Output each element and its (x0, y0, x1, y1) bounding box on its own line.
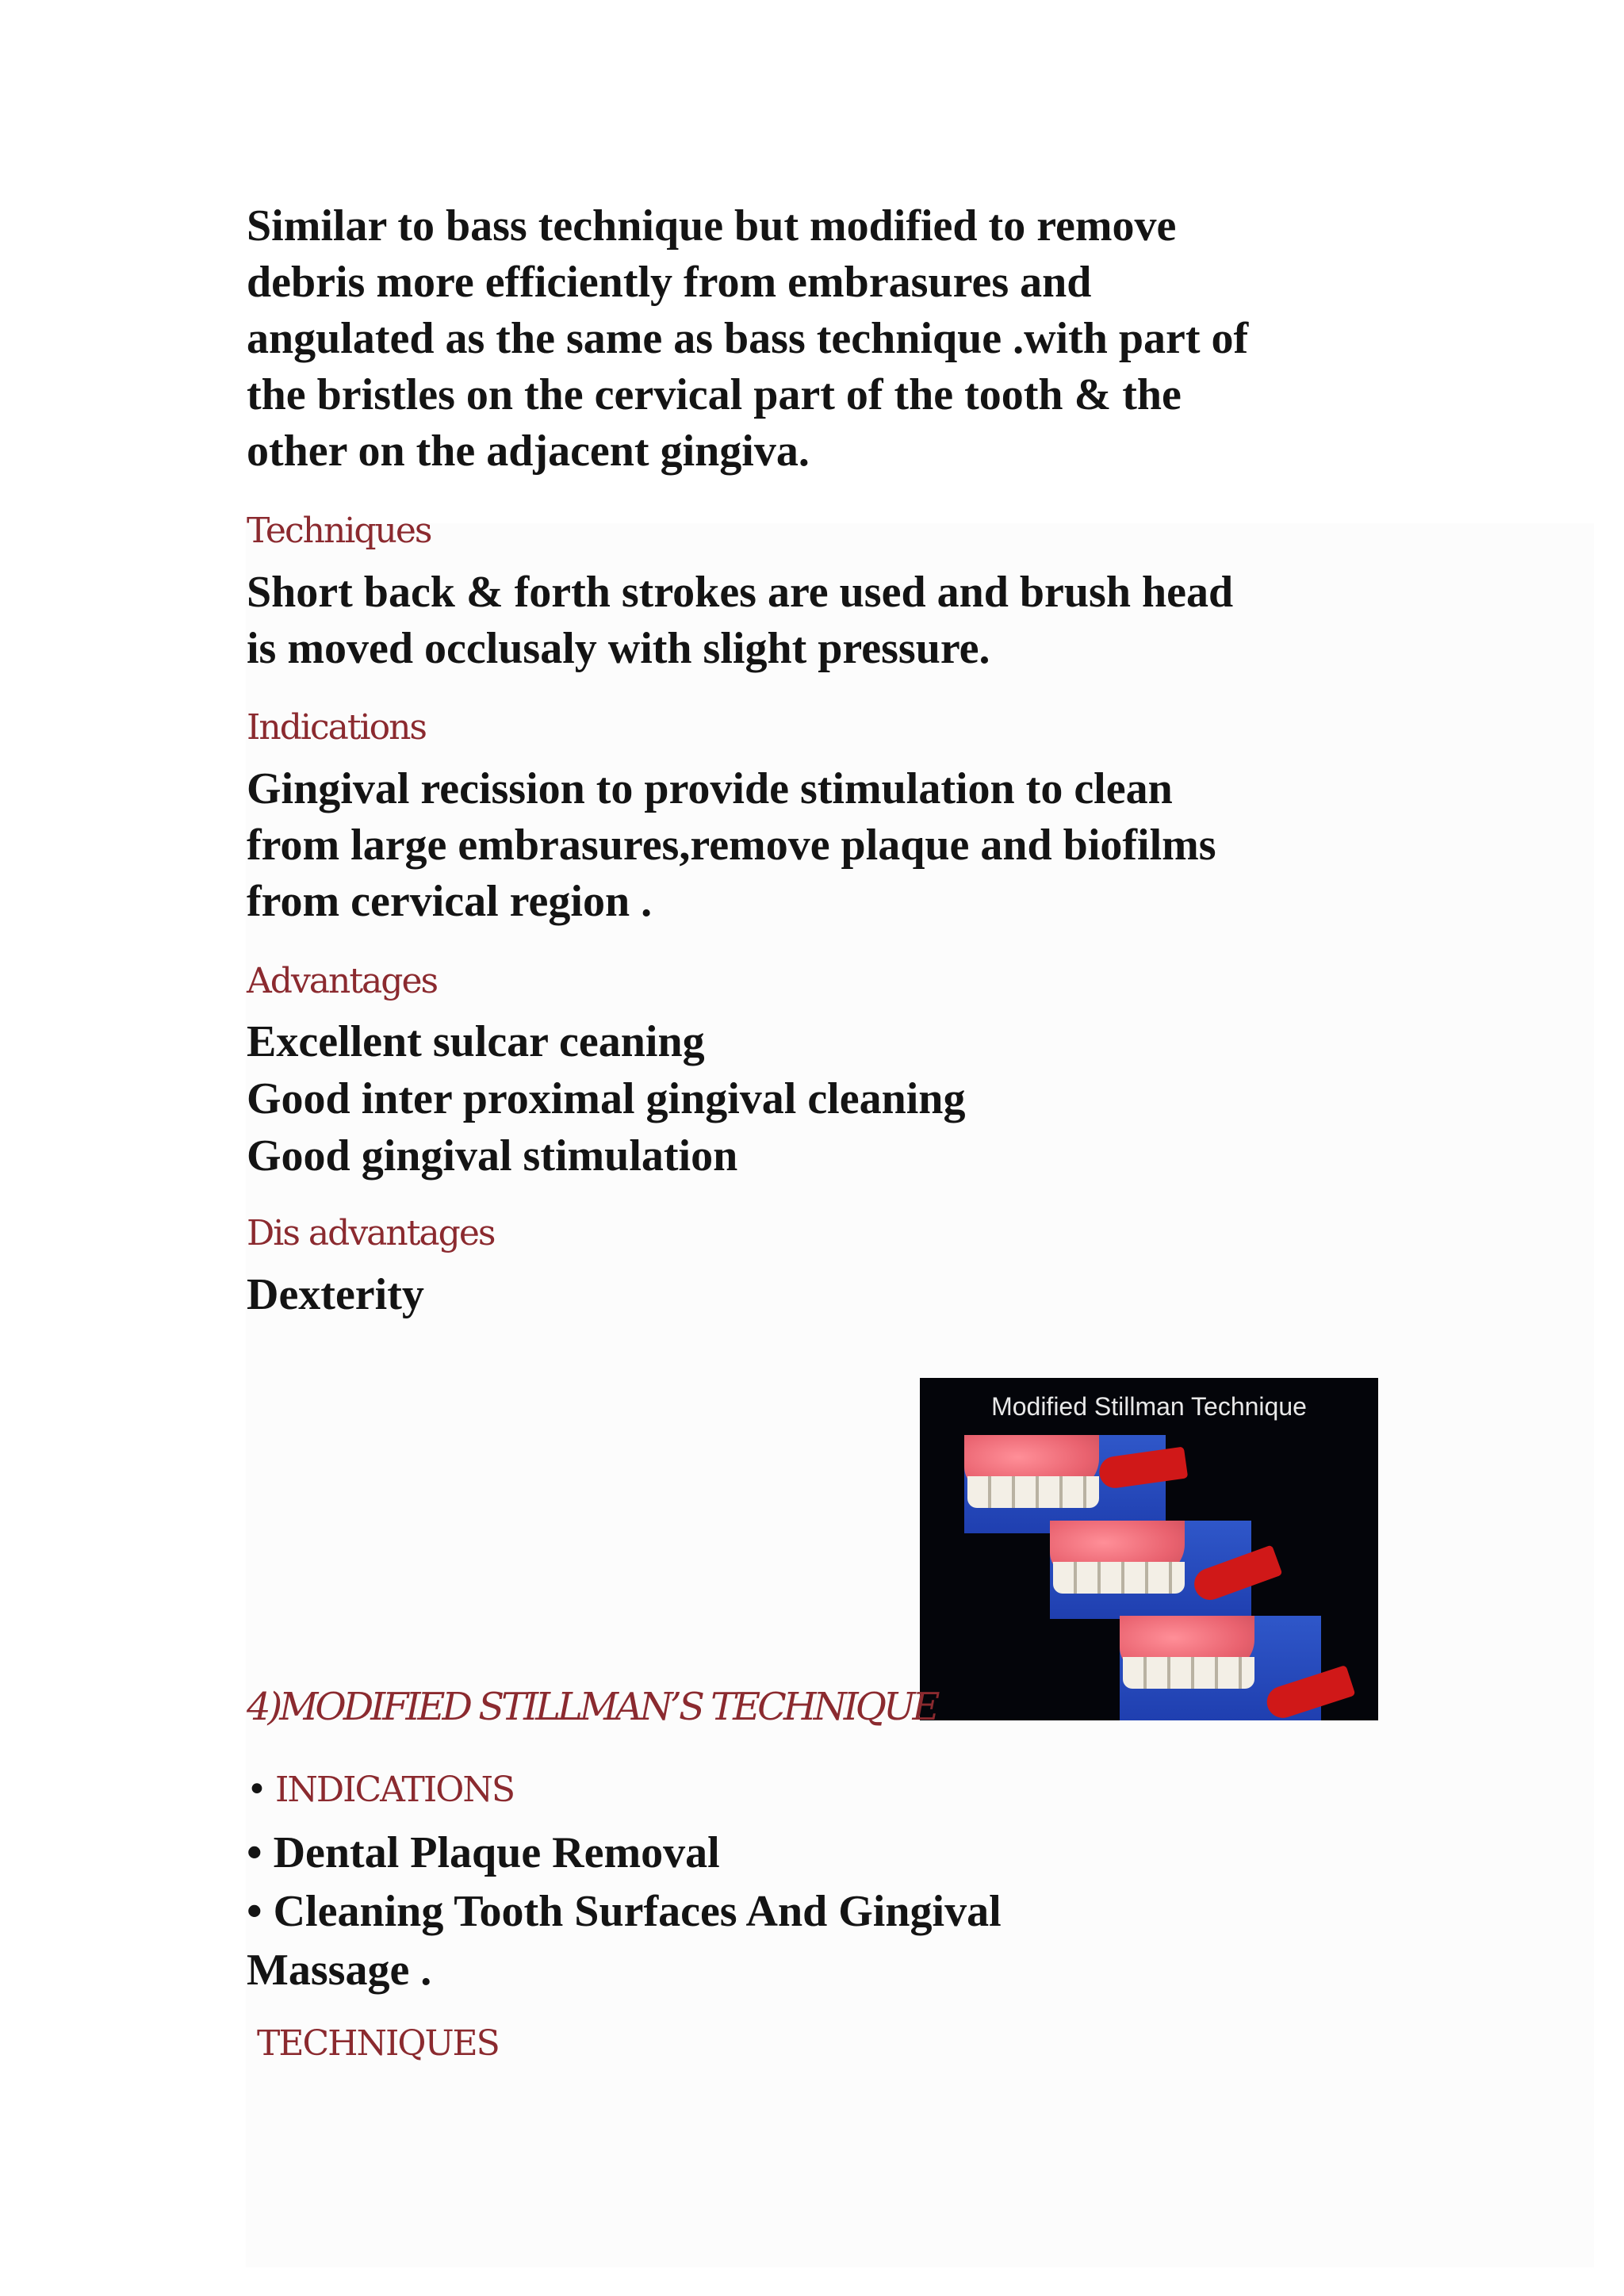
figure-panel (1050, 1521, 1251, 1619)
figure-panel (1120, 1616, 1321, 1720)
toothbrush-graphic (1097, 1447, 1188, 1490)
bullet-text: Dental Plaque Removal (273, 1828, 720, 1877)
section-title: 4)MODIFIED STILLMAN’S TECHNIQUE (247, 1685, 937, 1729)
indications-bullet-heading (247, 1766, 514, 1814)
stillman-technique-figure (920, 1378, 1378, 1720)
figure-title: Modified Stillman Technique (991, 1392, 1307, 1421)
advantages-heading: Advantages (247, 961, 438, 1001)
bullet-heading-label: INDICATIONS (274, 1770, 514, 1810)
advantages-list (247, 1013, 965, 1184)
teeth-graphic (1123, 1657, 1254, 1689)
bullet-text: Cleaning Tooth Surfaces And Gingival Massage . (247, 1887, 1002, 1995)
techniques-section-heading: TECHNIQUES (257, 2023, 499, 2064)
indications-text: Gingival recission to provide stimulation to clean from large embrasures,remove plaque and biofilms from cervical region . (247, 764, 1216, 926)
toothbrush-graphic (1189, 1544, 1282, 1604)
techniques-heading: Techniques (247, 511, 431, 551)
list-item: Excellent sulcar ceaning (247, 1017, 705, 1066)
teeth-graphic (1053, 1562, 1185, 1594)
bullet-icon: • (247, 1770, 275, 1810)
intro-paragraph: Similar to bass technique but modified to remove debris more efficiently from embrasures and angulated as the same as bass technique .with part of the bristles on the cervical part of the tooth & the other on the adjacent gingiva. (247, 201, 1249, 476)
figure-panel (964, 1435, 1166, 1533)
indications-heading: Indications (247, 707, 426, 748)
toothbrush-graphic (1263, 1665, 1356, 1720)
list-item: Good gingival stimulation (247, 1131, 738, 1181)
indications-bullets (247, 1823, 1002, 1999)
disadvantages-heading: Dis advantages (247, 1213, 495, 1253)
disadvantages-text: Dexterity (247, 1270, 424, 1319)
list-item (247, 1823, 1002, 1882)
bullet-icon: • (247, 1828, 274, 1877)
techniques-text: Short back & forth strokes are used and brush head is moved occlusaly with slight pressure. (247, 568, 1234, 673)
teeth-graphic (967, 1476, 1099, 1508)
bullet-icon: • (247, 1887, 274, 1936)
list-item: Good inter proximal gingival cleaning (247, 1074, 966, 1123)
list-item (247, 1882, 1002, 1999)
